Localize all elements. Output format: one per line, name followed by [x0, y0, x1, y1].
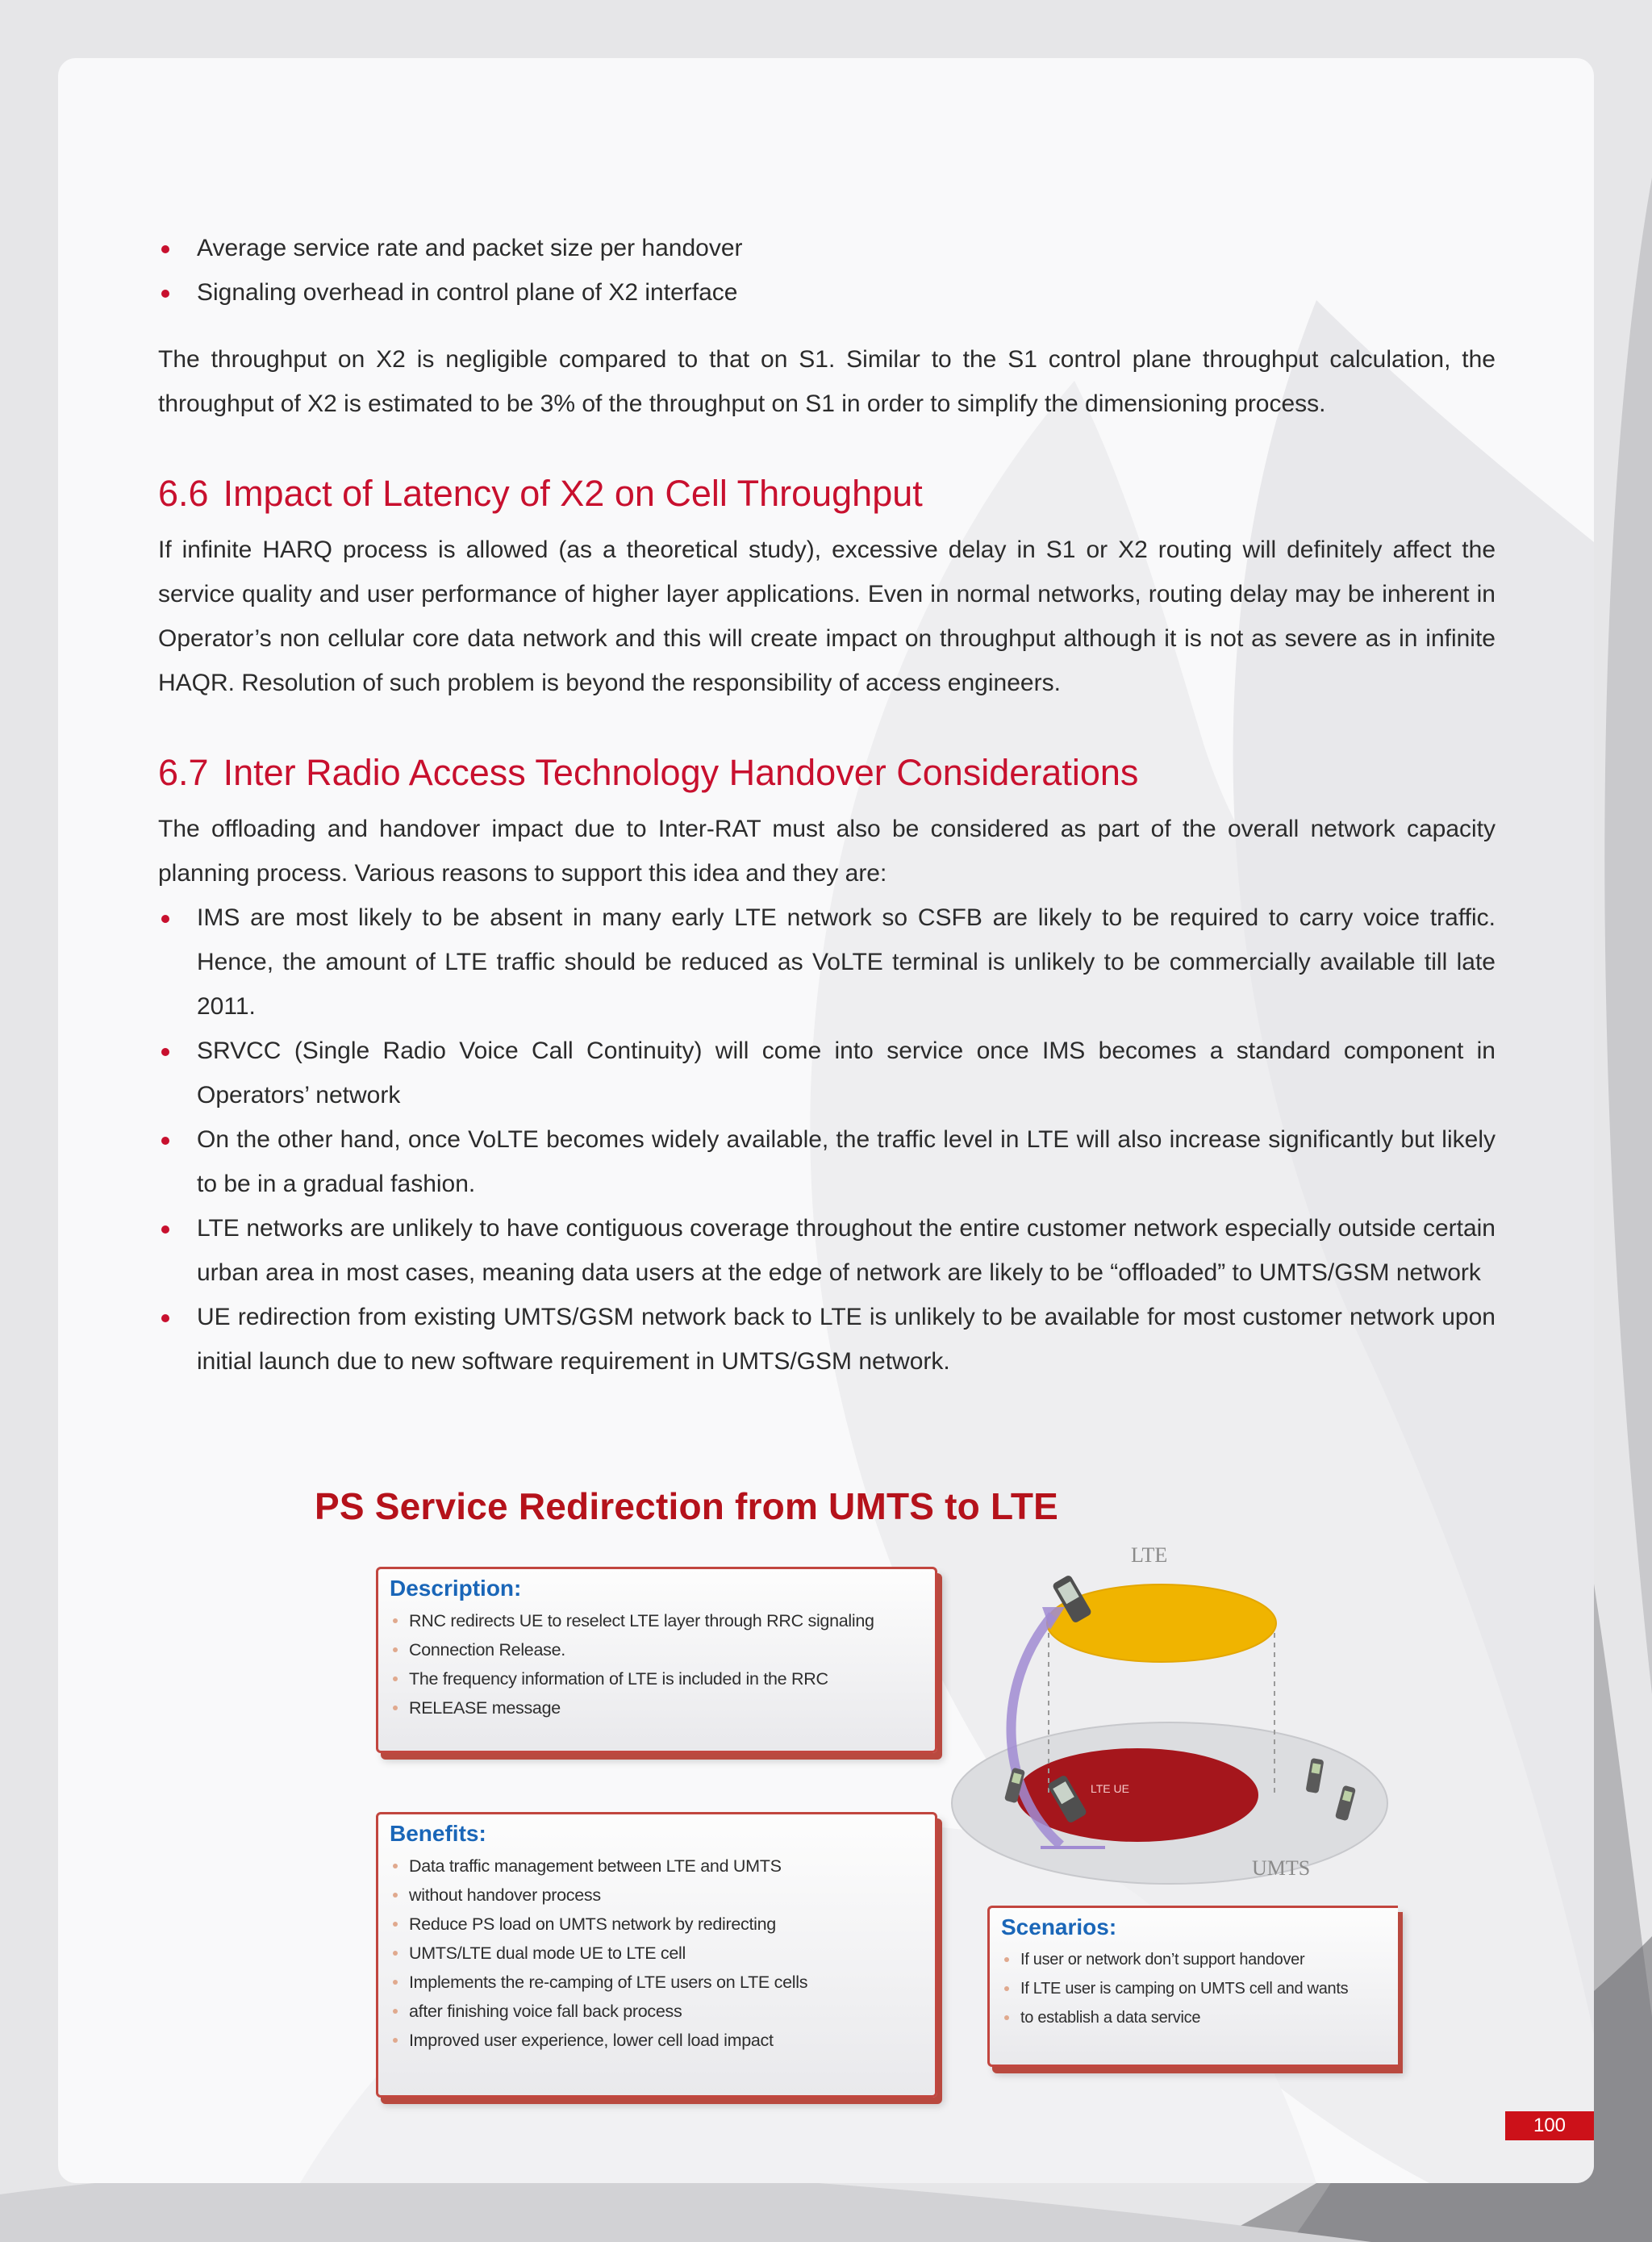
benefits-heading: Benefits: [390, 1821, 486, 1846]
lte-ue-label: LTE UE [1091, 1782, 1129, 1795]
umts-label: UMTS [1252, 1856, 1311, 1880]
section-6-7-heading [158, 750, 1496, 795]
list-item: Implements the re-camping of LTE users on LTE cells [390, 1968, 925, 1997]
section-number: 6.7 [158, 752, 209, 793]
benefits-box [376, 1812, 937, 2098]
lte-label: LTE [1131, 1543, 1168, 1567]
list-item: Signaling overhead in control plane of X2 interface [158, 270, 1496, 315]
list-item: On the other hand, once VoLTE becomes widely available, the traffic level in LTE will also increase significantly but likely to be in a gradual fashion. [158, 1117, 1496, 1206]
x2-throughput-paragraph: The throughput on X2 is negligible compared to that on S1. Similar to the S1 control plane throughput calculation, the throughput of X2 is estimated to be 3% of the throughput on S1 in order to simplify the dimensioning process. [158, 346, 1496, 417]
scenarios-heading: Scenarios: [1001, 1914, 1117, 1939]
section-6-6-heading [158, 471, 1496, 516]
list-item: Connection Release. [390, 1635, 925, 1664]
list-item: Reduce PS load on UMTS network by redirecting [390, 1910, 925, 1939]
list-item: without handover process [390, 1881, 925, 1910]
list-item: UMTS/LTE dual mode UE to LTE cell [390, 1939, 925, 1968]
page-number: 100 [1505, 2111, 1594, 2140]
section-6-6-body: If infinite HARQ process is allowed (as a theoretical study), excessive delay in S1 or X2 routing will definitely affect the service quality and user performance of higher layer applications. Even in normal networks, routing delay may be inherent in Operator’s non cellular core data network and this will create impact on throughput although it is not as severe as in infinite HAQR. Resolution of such problem is beyond the responsibility of access engineers. [158, 536, 1496, 696]
list-item: LTE networks are unlikely to have contiguous coverage throughout the entire customer network especially outside certain urban area in most cases, meaning data users at the edge of network are likely to be “offloaded” to UMTS/GSM network [158, 1206, 1496, 1295]
list-item: If user or network don’t support handover [1001, 1945, 1388, 1974]
list-item: The frequency information of LTE is included in the RRC [390, 1664, 925, 1693]
description-heading: Description: [390, 1576, 522, 1601]
list-item: after finishing voice fall back process [390, 1997, 925, 2026]
section-6-7-intro: The offloading and handover impact due to Inter-RAT must also be considered as part of the overall network capacity planning process. Various reasons to support this idea and they are: [158, 816, 1496, 887]
lte-umts-layer-diagram [944, 1526, 1395, 1906]
figure-title: PS Service Redirection from UMTS to LTE [315, 1485, 1059, 1527]
list-item: UE redirection from existing UMTS/GSM network back to LTE is unlikely to be available for most customer network upon initial launch due to new software requirement in UMTS/GSM network. [158, 1295, 1496, 1384]
main-content [158, 226, 1496, 1384]
section-number: 6.6 [158, 473, 209, 514]
list-item: SRVCC (Single Radio Voice Call Continuity) will come into service once IMS becomes a standard component in Operators’ network [158, 1029, 1496, 1117]
list-item: Improved user experience, lower cell load impact [390, 2026, 925, 2055]
list-item: RNC redirects UE to reselect LTE layer through RRC signaling [390, 1606, 925, 1635]
top-bullet-list [158, 226, 1496, 315]
list-item: IMS are most likely to be absent in many early LTE network so CSFB are likely to be required to carry voice traffic. Hence, the amount of LTE traffic should be reduced as VoLTE terminal is unlikely to be commercially available till late 2011. [158, 896, 1496, 1029]
section-title: Impact of Latency of X2 on Cell Throughput [223, 473, 923, 514]
umts-ue-zone [1016, 1748, 1258, 1842]
list-item: Average service rate and packet size per handover [158, 226, 1496, 270]
document-page [58, 58, 1594, 2183]
scenarios-box [987, 1906, 1398, 2067]
ps-redirection-figure [315, 1478, 1395, 2107]
list-item: If LTE user is camping on UMTS cell and wants [1001, 1974, 1388, 2003]
list-item: RELEASE message [390, 1693, 925, 1722]
section-title: Inter Radio Access Technology Handover Considerations [223, 752, 1139, 793]
list-item: Data traffic management between LTE and UMTS [390, 1852, 925, 1881]
description-box [376, 1567, 937, 1753]
list-item: to establish a data service [1001, 2003, 1388, 2032]
inter-rat-bullet-list [158, 896, 1496, 1384]
